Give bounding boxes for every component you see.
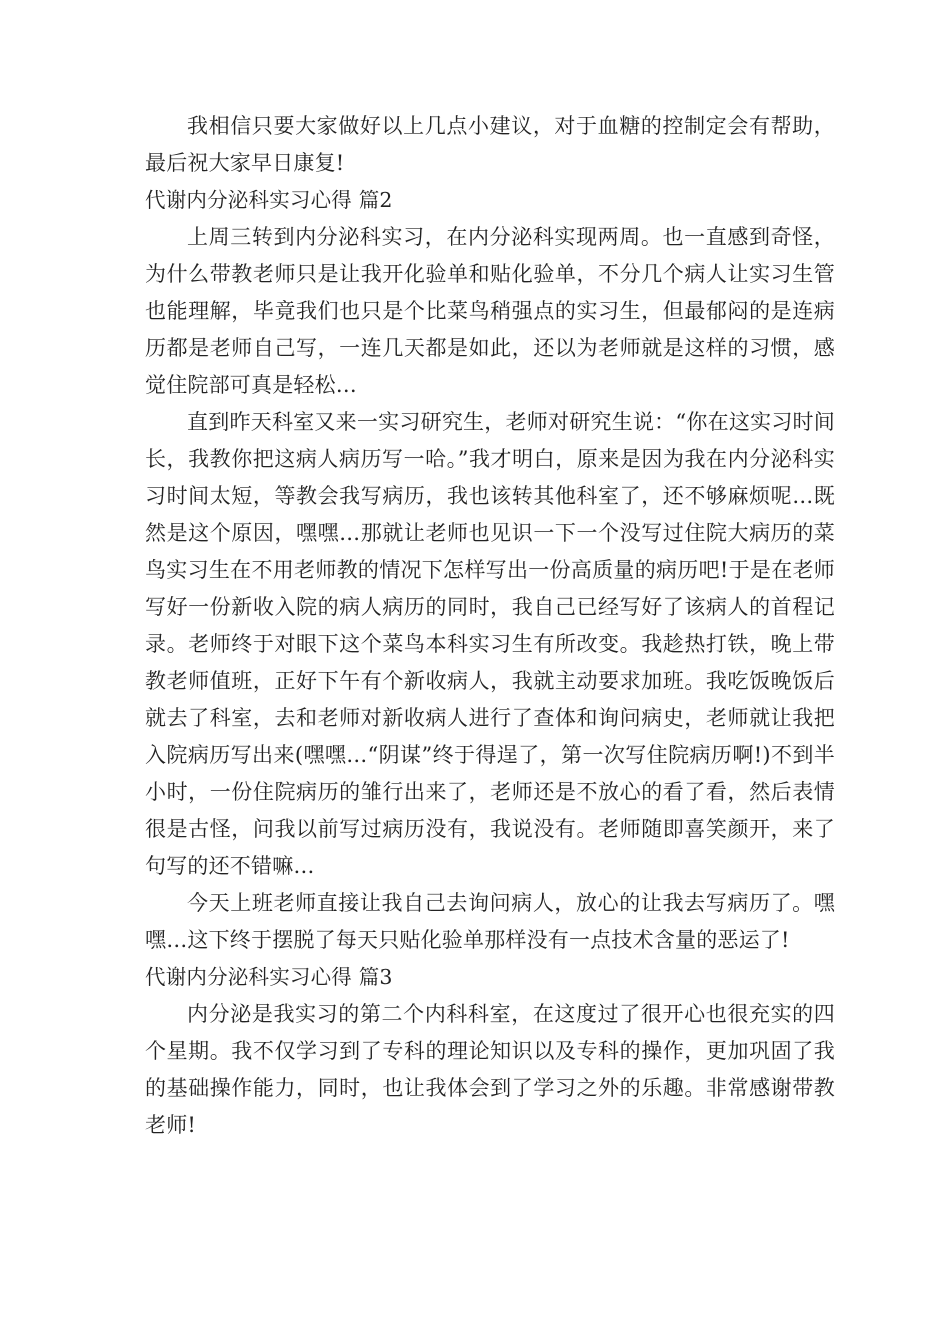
paragraph-medical-record: 直到昨天科室又来一实习研究生，老师对研究生说：“你在这实习时间长，我教你把这病人病历写一哈。”我才明白，原来是因为我在内分泌科实习时间太短，等教会我写病历，我也该转其他科室了，还不够麻烦呢…既然是这个原因，嘿嘿…那就让老师也见识一下一个没写过住院大病历的菜鸟实习生在不用老师教的情况下怎样写出一份高质量的病历吧!于是在老师写好一份新收入院的病人病历的同时，我自己已经写好了该病人的首程记录。老师终于对眼下这个菜鸟本科实习生有所改变。我趁热打铁，晚上带教老师值班，正好下午有个新收病人，我就主动要求加班。我吃饭晚饭后就去了科室，去和老师对新收病人进行了查体和询问病史，老师就让我把入院病历写出来(嘿嘿…“阴谋”终于得逞了，第一次写住院病历啊!)不到半小时，一份住院病历的雏行出来了，老师还是不放心的看了看，然后表情很是古怪，问我以前写过病历没有，我说没有。老师随即喜笑颜开，来了句写的还不错嘛… [145,410,835,878]
paragraph-transfer-intro: 上周三转到内分泌科实习，在内分泌科实现两周。也一直感到奇怪，为什么带教老师只是让我开化验单和贴化验单，不分几个病人让实习生管也能理解，毕竟我们也只是个比菜鸟稍强点的实习生，但最郁闷的是连病历都是老师自己写，一连几天都是如此，还以为老师就是这样的习惯，感觉住院部可真是轻松… [145,225,835,397]
paragraph-today: 今天上班老师直接让我自己去询问病人，放心的让我去写病历了。嘿嘿…这下终于摆脱了每天只贴化验单那样没有一点技术含量的恶运了! [145,891,835,952]
paragraph-closing-advice: 我相信只要大家做好以上几点小建议，对于血糖的控制定会有帮助，最后祝大家早日康复! [145,114,835,175]
section-heading-3: 代谢内分泌科实习心得 篇3 [145,965,393,989]
document-page [145,108,835,1144]
section-heading-2: 代谢内分泌科实习心得 篇2 [145,188,393,212]
paragraph-endocrine-summary: 内分泌是我实习的第二个内科科室，在这度过了很开心也很充实的四个星期。我不仅学习到了专科的理论知识以及专科的操作，更加巩固了我的基础操作能力，同时，也让我体会到了学习之外的乐趣。非常感谢带教老师! [145,1002,835,1137]
